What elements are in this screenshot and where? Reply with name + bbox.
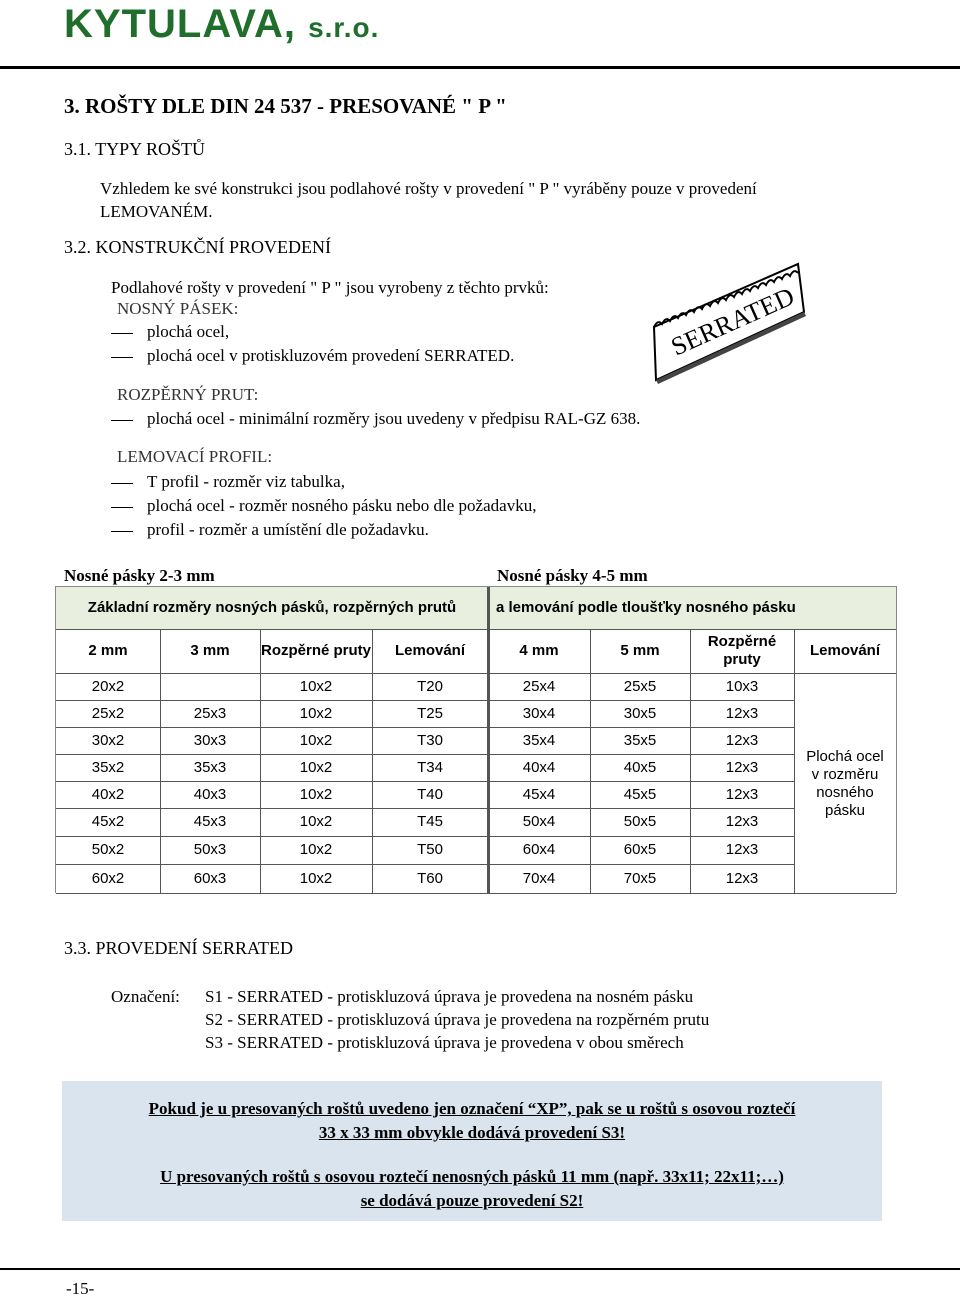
table-gridline [56,673,896,674]
table-gridline [56,727,794,728]
table-cell: 12x3 [725,785,759,803]
serrated-bar-illustration [648,252,808,387]
table-gridline [56,808,794,809]
note-box [62,1081,882,1221]
table-gridline [487,587,490,894]
table-gridline [56,754,794,755]
table-cell: 12x3 [725,841,759,858]
table-cell: 10x2 [299,841,333,858]
table-cell: 10x2 [299,704,333,722]
dash-bullet [111,357,133,358]
table-cell: 45x2 [91,813,125,830]
group-2-item: plochá ocel - minimální rozměry jsou uvedeny v předpisu RAL-GZ 638. [111,409,640,429]
note-p2-line2: se dodává pouze provedení S2! [360,1191,584,1210]
table-cell: 70x5 [623,870,657,887]
dash-bullet [111,333,133,334]
logo-sub: s.r.o. [308,12,380,43]
group-3-label: LEMOVACÍ PROFIL: [117,447,273,466]
serrated-label: SERRATED [666,281,799,362]
table-cell: T60 [417,870,443,887]
group-3-item: T profil - rozměr viz tabulka, [111,472,345,492]
table-cell: 10x2 [299,731,333,749]
table-cell: 70x4 [522,870,556,887]
table-header-cell: 4 mm [519,642,559,659]
table-cell: 60x5 [623,841,657,858]
logo-main: KYTULAVA, [64,2,296,46]
table-cell: 12x3 [725,758,759,776]
note-p1-line2: 33 x 33 mm obvykle dodává provedení S3! [318,1123,626,1142]
table-cell: 12x3 [725,731,759,749]
table-cell: 45x4 [522,785,556,803]
section-title: 3. ROŠTY DLE DIN 24 537 - PRESOVANÉ " P " [64,94,507,118]
table-header-cell: Lemování [394,642,466,659]
table-cell: 35x5 [623,731,657,749]
page-number: -15- [66,1279,95,1298]
table-gridline [56,864,794,865]
table-header-cell: Rozpěrné pruty [707,633,777,668]
table-cell: 45x3 [193,813,227,830]
table-cell: 20x2 [91,677,125,695]
table-cell: 60x2 [91,870,125,887]
marking-line: S2 - SERRATED - protiskluzová úprava je provedena na rozpěrném prutu [205,1010,710,1029]
table-cell: 10x3 [725,677,759,695]
table-cell: 30x3 [193,731,227,749]
note-p1-line1: Pokud je u presovaných roštů uvedeno jen označení “XP”, pak se u roštů s osovou roztečí [148,1099,796,1118]
table-cell: 40x5 [623,758,657,776]
table-cell: T34 [417,758,443,776]
table-cell: 35x4 [522,731,556,749]
subsection-3-title: 3.3. PROVEDENÍ SERRATED [64,938,294,958]
table-cell: 10x2 [299,758,333,776]
table-cell: 40x3 [193,785,227,803]
table-gridline [690,629,691,894]
group-1-item: plochá ocel, [111,322,229,342]
table-cell: 60x4 [522,841,556,858]
table-header-cell: 5 mm [620,642,660,659]
table-merged-lemovani-cell: Plochá ocel v rozměru nosného pásku [806,747,884,819]
table-gridline [56,629,896,630]
table-header-cell: Rozpěrné pruty [260,642,371,659]
table-cell: 25x3 [193,704,227,722]
table-cell: 45x5 [623,785,657,803]
table-gridline [160,629,161,894]
table-cell: 30x4 [522,704,556,722]
table-cell: 50x4 [522,813,556,830]
header-rule [0,66,960,69]
group-1-item: plochá ocel v protiskluzovém provedení SERRATED. [111,346,514,366]
subsection-2-title: 3.2. KONSTRUKČNÍ PROVEDENÍ [64,237,332,257]
table-cell: T40 [417,785,443,803]
table-header-cell: Lemování [809,642,881,659]
table-gridline [56,836,794,837]
subsection-1-title: 3.1. TYPY ROŠTŮ [64,139,206,159]
table-cell: 10x2 [299,677,333,695]
table-cell: 50x3 [193,841,227,858]
table-caption-right: Nosné pásky 4-5 mm [497,566,648,585]
marking-label: Označení: [111,987,180,1006]
table-cell: T20 [417,677,443,695]
group-1-label: NOSNÝ PÁSEK: [117,299,239,318]
table-cell: 10x2 [299,870,333,887]
table-cell: 10x2 [299,785,333,803]
table-banner-right: a lemování podle tloušťky nosného pásku [496,599,796,616]
table-gridline [56,700,794,701]
table-header-cell: 3 mm [190,642,230,659]
table-cell: 30x5 [623,704,657,722]
dash-bullet [111,483,133,484]
table-gridline [372,629,373,894]
table-cell: 35x2 [91,758,125,776]
subsection-1-text-1: Vzhledem ke své konstrukci jsou podlahové rošty v provedení " P " vyráběny pouze v provedení [100,179,757,198]
table-cell: 30x2 [91,731,125,749]
table-caption-left: Nosné pásky 2-3 mm [64,566,215,585]
group-3-item: plochá ocel - rozměr nosného pásku nebo dle požadavku, [111,496,536,516]
table-cell: 10x2 [299,813,333,830]
table-cell: 25x5 [623,677,657,695]
table-cell: T30 [417,731,443,749]
table-cell: 35x3 [193,758,227,776]
table-header-cell: 2 mm [88,642,128,659]
table-cell: T50 [417,841,443,858]
marking-line: S3 - SERRATED - protiskluzová úprava je provedena v obou směrech [205,1033,684,1052]
table-banner-left: Základní rozměry nosných pásků, rozpěrných prutů [87,599,457,616]
dash-bullet [111,531,133,532]
table-cell: 25x4 [522,677,556,695]
table-cell: 12x3 [725,813,759,830]
table-cell: 12x3 [725,704,759,722]
dash-bullet [111,420,133,421]
subsection-1-text-2: LEMOVANÉM. [100,202,213,221]
table-gridline [56,893,896,894]
table-gridline [794,629,795,894]
subsection-2-intro: Podlahové rošty v provedení " P " jsou vyrobeny z těchto prvků: [111,278,549,297]
table-cell [160,673,260,700]
table-cell: 60x3 [193,870,227,887]
table-cell: 50x2 [91,841,125,858]
table-gridline [56,781,794,782]
group-3-item: profil - rozměr a umístění dle požadavku. [111,520,429,540]
table-cell: T25 [417,704,443,722]
table-gridline [260,629,261,894]
table-cell: 12x3 [725,870,759,887]
footer-rule [0,1268,960,1270]
group-2-label: ROZPĚRNÝ PRUT: [117,385,259,404]
note-p2-line1: U presovaných roštů s osovou roztečí nenosných pásků 11 mm (např. 33x11; 22x11;…) [160,1167,784,1186]
table-cell: 50x5 [623,813,657,830]
table-cell: 40x4 [522,758,556,776]
table-gridline [590,629,591,894]
table-cell: 40x2 [91,785,125,803]
table-cell: 25x2 [91,704,125,722]
table-cell: T45 [417,813,443,830]
dimensions-table [55,586,897,893]
company-logo [64,2,379,47]
marking-line: S1 - SERRATED - protiskluzová úprava je provedena na nosném pásku [205,987,694,1006]
dash-bullet [111,507,133,508]
